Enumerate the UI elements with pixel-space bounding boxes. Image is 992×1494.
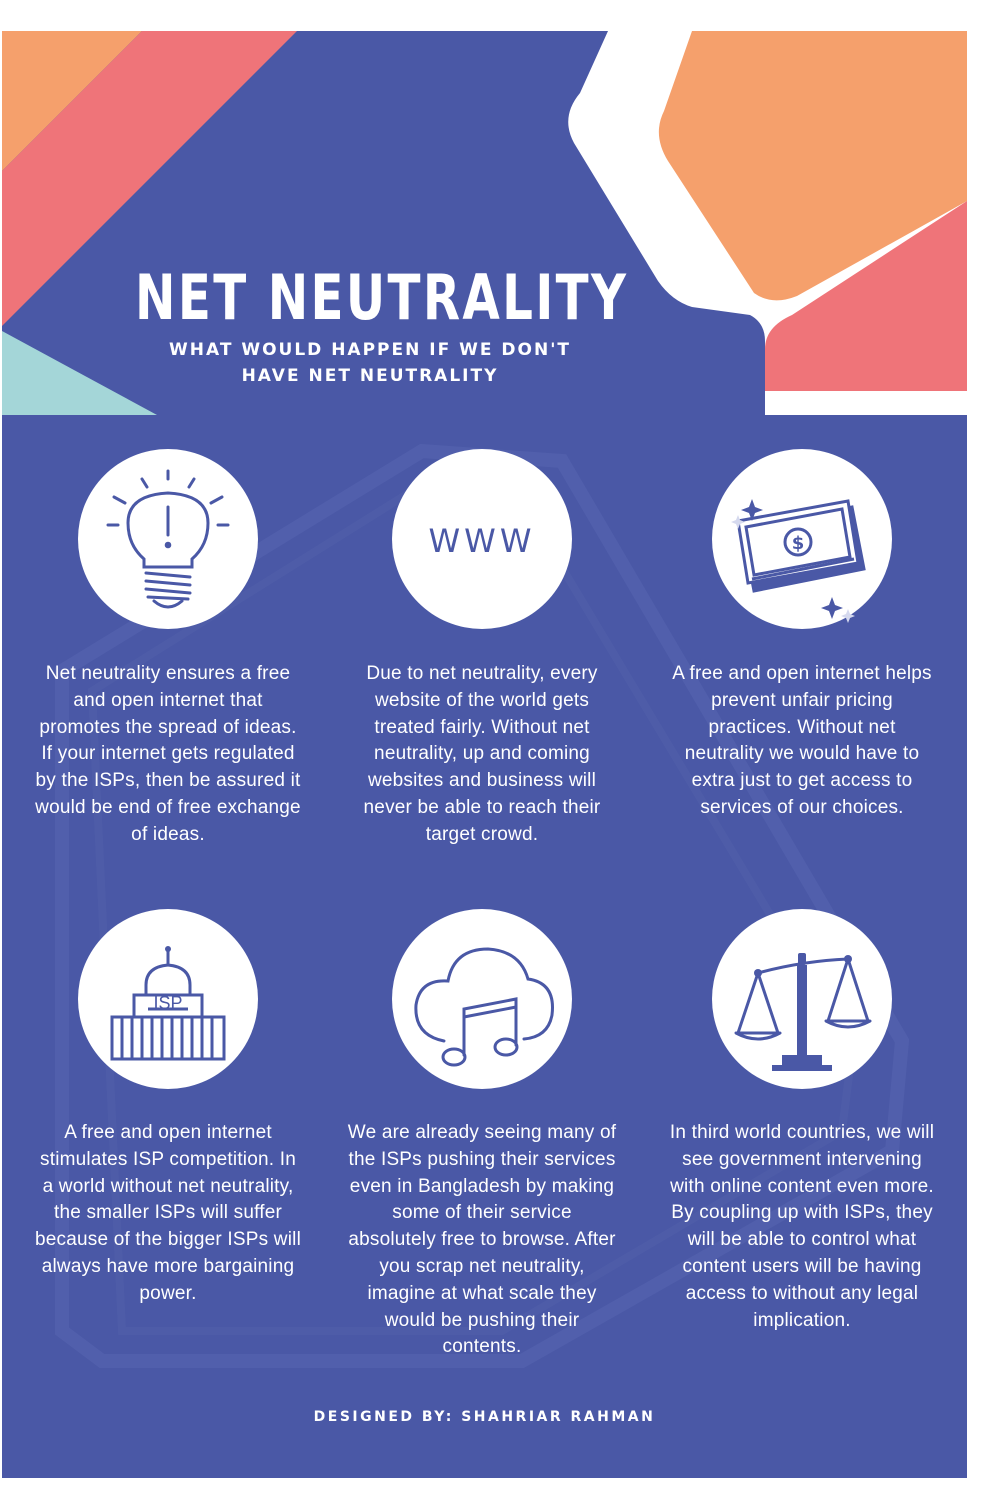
www-icon — [392, 449, 572, 629]
money-icon — [712, 449, 892, 629]
card-text-5: We are already seeing many of the ISPs pushing their services even in Bangladesh by making some of their service absolutely free to browse. After you scrap net neutrality, imagine at what scale they would be pushing their contents. — [347, 1122, 617, 1358]
dollar-sign: $ — [791, 533, 805, 554]
infographic-poster — [2, 31, 967, 1478]
www-circle — [392, 449, 572, 629]
scales-circle — [712, 909, 892, 1089]
page-subtitle: WHAT WOULD HAPPEN IF WE DON'T HAVE NET NEUTRALITY — [169, 340, 571, 386]
money-circle — [712, 449, 892, 629]
scales-icon — [712, 909, 892, 1089]
isp-building-icon — [78, 909, 258, 1089]
www-icon-text: WWW — [428, 522, 536, 560]
lightbulb-icon — [78, 449, 258, 629]
isp-label: ISP — [153, 993, 183, 1013]
card-text-3: A free and open internet helps prevent unfair pricing practices. Without net neutrality we would have to extra just to get access to services of our choices. — [672, 663, 932, 818]
cloud-music-icon — [392, 909, 572, 1089]
card-text-4: A free and open internet stimulates ISP competition. In a world without net neutrality, the smaller ISPs will suffer because of the bigger ISPs will always have more bargaining power. — [34, 1122, 301, 1304]
isp-circle — [78, 909, 258, 1089]
designer-credit: DESIGNED BY: SHAHRIAR RAHMAN — [313, 1409, 656, 1425]
cloud-music-circle — [392, 909, 572, 1089]
card-text-1: Net neutrality ensures a free and open internet that promotes the spread of ideas. If your internet gets regulated by the ISPs, then be assured it would be end of free exchange of ideas. — [35, 663, 301, 845]
teal-triangle — [2, 331, 157, 415]
card-text-2: Due to net neutrality, every website of the world gets treated fairly. Without net neutrality, up and coming websites and business will never be able to reach their target crowd. — [363, 663, 601, 845]
lightbulb-circle — [78, 449, 258, 629]
card-text-6: In third world countries, we will see government intervening with online content even more. By coupling up with ISPs, they will be able to control what content users will be having access to without any legal implication. — [669, 1122, 935, 1331]
page-title: NET NEUTRALITY — [135, 261, 629, 334]
